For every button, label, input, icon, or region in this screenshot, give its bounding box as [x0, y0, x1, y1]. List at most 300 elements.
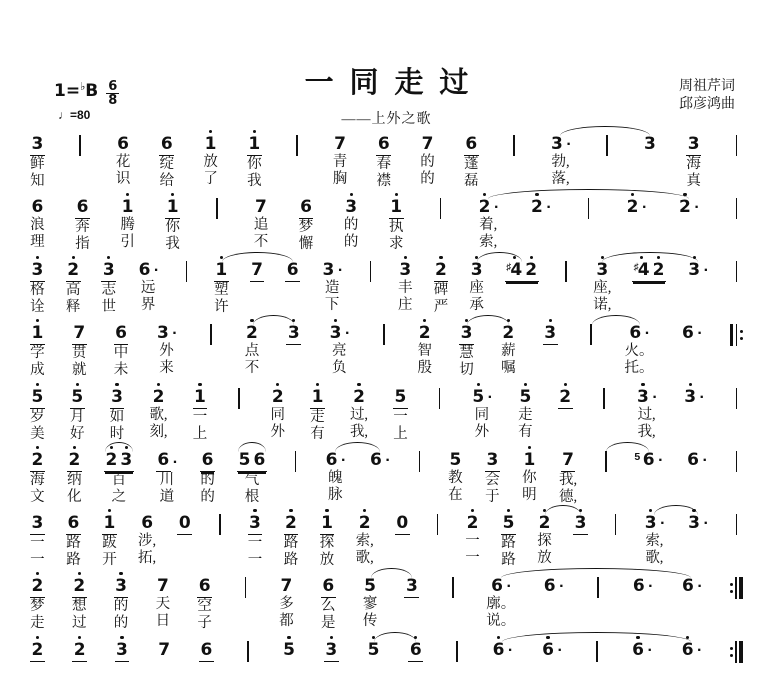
- barline-cell: [291, 128, 304, 190]
- lyric-syllable-line2: 求: [388, 236, 404, 252]
- note-cell: [471, 381, 493, 441]
- note-digit: 2: [105, 450, 118, 470]
- barline: [736, 261, 738, 282]
- lyric-syllable-line1: [520, 282, 524, 299]
- barline: [736, 514, 738, 535]
- octave-dot: [276, 383, 279, 386]
- lyric-syllable-line2: [648, 171, 652, 188]
- note-glyph: [417, 317, 432, 343]
- note-glyph: [518, 381, 533, 407]
- octave-dot: [107, 256, 110, 259]
- duration-dot: ·: [697, 578, 703, 595]
- lyric-syllable-line2: 好: [69, 426, 85, 442]
- lyric-syllable-line1: 涉,: [138, 533, 157, 549]
- note-cell: [389, 191, 404, 253]
- lyric-syllable-line1: [551, 596, 555, 613]
- barline-cell: [205, 317, 218, 379]
- note-cell: [30, 254, 45, 316]
- lyric-syllable-line1: 天: [155, 596, 171, 612]
- lyric-syllable-line1: [735, 535, 739, 552]
- lyric-syllable-line1: 跋: [102, 535, 117, 551]
- lyric-syllable-line1: [215, 219, 219, 236]
- lyric-syllable-line1: [369, 282, 373, 299]
- lyric-syllable-line2: [692, 424, 696, 441]
- duration-dot: ·: [703, 515, 709, 532]
- lyric-syllable-line2: [690, 613, 694, 630]
- lyric-syllable-line1: 薪: [501, 343, 516, 359]
- lyric-syllable-line2: 子: [197, 615, 212, 631]
- lyric-syllable-line2: [695, 487, 699, 504]
- lyric-syllable-line2: 下: [324, 297, 340, 313]
- lyric-syllable-line2: [369, 299, 373, 316]
- barline-cell: [730, 444, 743, 506]
- duration-dot: ·: [658, 452, 664, 469]
- lyric-syllable-line1: 贯: [71, 345, 87, 361]
- duration-dot: ·: [487, 389, 493, 406]
- lyric-syllable-line2: 诺,: [593, 297, 612, 313]
- note-glyph: [155, 317, 170, 343]
- lyric-syllable-line1: [451, 598, 455, 615]
- barline: [210, 324, 212, 345]
- lyric-syllable-line2: [255, 299, 259, 316]
- note-digit: 5: [394, 387, 407, 407]
- note-digit: 5: [283, 640, 295, 660]
- note-cell: [643, 507, 665, 567]
- duration-dot: ·: [697, 325, 703, 342]
- lyric-syllable-line1: [604, 472, 608, 489]
- note-digit: 1: [248, 134, 261, 154]
- duration-dot: ·: [507, 642, 514, 659]
- note-glyph: [389, 191, 404, 219]
- note-cell: [156, 444, 178, 506]
- begin-repeat-icon: [730, 324, 743, 346]
- lyric-syllable-line1: 亮: [332, 343, 347, 359]
- lyric-syllable-line2: 路: [283, 552, 299, 568]
- note-cell: [404, 570, 419, 632]
- note-cell: [110, 381, 125, 443]
- note-cell: [642, 128, 657, 188]
- note-digit: 6: [687, 450, 699, 470]
- note-glyph: [333, 128, 348, 154]
- barline-cell: [599, 444, 612, 506]
- note-glyph: [30, 191, 45, 217]
- note-glyph: [151, 381, 166, 407]
- lyric-syllable-line2: 脉: [328, 487, 343, 503]
- note-glyph: [30, 507, 45, 535]
- lyric-syllable-line2: [451, 615, 455, 632]
- note-glyph: [299, 191, 314, 219]
- note-digit: 7: [156, 576, 169, 596]
- lyric-syllable-line1: [418, 472, 422, 489]
- note-cell: [282, 634, 297, 688]
- note-cell: [530, 191, 552, 251]
- barline: [296, 135, 298, 156]
- barline-cell: [213, 507, 226, 569]
- note-glyph: [72, 634, 87, 662]
- duration-dot: ·: [493, 199, 500, 216]
- note-digit: 2: [466, 513, 479, 533]
- barline: [736, 388, 738, 409]
- note-digit: 1: [194, 387, 206, 407]
- score-header: [30, 0, 743, 128]
- note-glyph: [485, 444, 500, 472]
- note-cell: [177, 507, 192, 569]
- lyric-syllable-line2: [647, 299, 651, 316]
- note-digit: 3: [345, 197, 358, 217]
- note-digit: 7: [421, 134, 434, 154]
- lyric-syllable-line1: [291, 282, 295, 299]
- note-cell: [149, 381, 167, 441]
- repeat-dots: [740, 324, 743, 346]
- lyric-syllable-line2: [634, 234, 638, 251]
- barline-cell: [210, 191, 223, 253]
- lyric-syllable-line2: [500, 677, 504, 688]
- note-cell: [72, 634, 87, 688]
- note-cell: [485, 444, 500, 506]
- note-glyph: [30, 634, 45, 662]
- note-digit: 5: [449, 450, 462, 470]
- note-cell: [573, 507, 588, 569]
- note-glyph: [398, 254, 413, 280]
- lyric-syllable-line1: 造: [324, 280, 340, 296]
- note-cell: [285, 254, 300, 316]
- note-glyph: [199, 634, 214, 662]
- note-cell: [680, 317, 702, 377]
- octave-dot: [171, 193, 174, 196]
- note-digit: 2: [358, 513, 371, 533]
- lyric-syllable-line1: [414, 662, 418, 679]
- lyric-syllable-line2: [550, 677, 554, 688]
- note-digit: 2: [67, 260, 80, 280]
- lyric-syllable-line1: [734, 282, 738, 299]
- note-digit: 3: [687, 134, 700, 154]
- lyric-syllable-line1: [330, 662, 334, 679]
- octave-dot: [36, 446, 39, 449]
- lyric-syllable-line2: 上: [192, 426, 208, 442]
- barline-cell: [508, 128, 521, 190]
- octave-dot: [126, 193, 129, 196]
- lyric-syllable-line2: 路: [501, 552, 516, 568]
- note-glyph: [116, 128, 131, 154]
- lyric-syllable-line1: [209, 345, 213, 362]
- note-glyph: [30, 254, 45, 282]
- note-glyph: [137, 254, 152, 280]
- note-digit: 6: [632, 576, 645, 596]
- octave-dot: [649, 509, 652, 512]
- lyric-syllable-line2: 不: [253, 234, 269, 250]
- lyric-syllable-line2: 时: [109, 426, 125, 442]
- note-glyph: [561, 444, 576, 472]
- note-digit: 6: [138, 260, 151, 280]
- lyric-syllable-line2: 成: [30, 362, 45, 378]
- octave-dot: [641, 383, 644, 386]
- note-digit: 1: [321, 513, 333, 533]
- note-glyph: [434, 254, 449, 282]
- note-glyph: [686, 128, 701, 156]
- note-cell: [632, 254, 666, 316]
- lyric-syllable-line1: [162, 660, 166, 677]
- lyric-syllable-line1: [692, 407, 696, 424]
- note-digit: 0: [178, 513, 191, 533]
- lyric-syllable-line1: [648, 154, 652, 171]
- slur-arc: [222, 252, 293, 262]
- lyric-syllable-line2: [183, 552, 187, 569]
- note-digit: 6: [198, 576, 211, 596]
- lyric-syllable-line2: [563, 426, 567, 443]
- note-glyph: [115, 634, 130, 662]
- lyric-syllable-line2: 磊: [463, 173, 479, 189]
- lyric-syllable-line2: [589, 362, 593, 379]
- note-digit: 3: [31, 260, 44, 280]
- lyric-syllable-line1: 川: [159, 472, 175, 488]
- octave-dot: [120, 636, 123, 639]
- sharp-icon: ♯: [506, 262, 512, 273]
- note-cell: [324, 444, 346, 504]
- repeat-sign: [730, 634, 743, 688]
- lyric-syllable-line1: [596, 598, 600, 615]
- note-cell: [30, 570, 45, 632]
- note-digit: 7: [73, 323, 86, 343]
- lyric-syllable-line2: [512, 173, 516, 190]
- lyric-syllable-line2: [735, 489, 739, 506]
- note-glyph: [193, 381, 208, 409]
- note-cell: [636, 381, 658, 441]
- note-cell: [30, 191, 45, 251]
- lyric-syllable-line1: 廓。: [486, 596, 516, 612]
- note-cell: [199, 634, 214, 688]
- note-cell: [310, 381, 325, 443]
- lyric-syllable-line1: 志: [101, 282, 117, 298]
- octave-dot: [350, 193, 353, 196]
- lyric-syllable-line2: [294, 489, 298, 506]
- lyric-syllable-line1: 同: [270, 407, 285, 423]
- duration-dot: ·: [345, 325, 351, 342]
- note-digit: 2: [626, 197, 639, 217]
- lyric-syllable-line1: [587, 219, 591, 236]
- note-digit: 6: [160, 134, 173, 154]
- octave-dot: [108, 509, 111, 512]
- octave-dot: [78, 572, 81, 575]
- lyric-syllable-line1: 想: [71, 598, 87, 614]
- lyric-syllable-line1: 远: [140, 280, 156, 296]
- note-digit: 6: [325, 450, 338, 470]
- note-glyph: [177, 507, 192, 535]
- repeat-sign: [730, 317, 743, 380]
- lyric-syllable-line1: [550, 660, 554, 677]
- note-glyph: [270, 381, 285, 407]
- lyric-syllable-line1: 追: [253, 217, 269, 233]
- note-cell: [491, 634, 513, 688]
- note-digit: 3: [544, 323, 557, 343]
- lyric-syllable-line1: 教: [448, 470, 463, 486]
- barline-cell: [609, 507, 622, 569]
- lyric-syllable-line2: 的: [420, 171, 435, 187]
- note-digit: 2: [538, 513, 551, 533]
- note-cell: [30, 128, 45, 190]
- lyric-syllable-line1: [246, 662, 250, 679]
- note-glyph: [393, 381, 408, 409]
- note-digit: 4: [637, 260, 650, 280]
- barline-cell: [730, 507, 743, 569]
- lyric-syllable-line2: [438, 426, 442, 443]
- note-digit: 7: [158, 640, 171, 660]
- score-system: [30, 128, 743, 190]
- note-digit: 1: [121, 197, 134, 217]
- lyric-syllable-line2: [205, 679, 209, 688]
- octave-dot: [36, 319, 39, 322]
- note-cell: [680, 634, 702, 688]
- lyric-syllable-line1: 梦: [30, 598, 45, 614]
- note-digit: 6: [157, 450, 170, 470]
- lyric-syllable-line2: 歌,: [645, 550, 664, 566]
- octave-dot: [363, 509, 366, 512]
- meter-denominator: 8: [108, 93, 118, 108]
- note-cell: [501, 507, 516, 569]
- lyric-syllable-line1: 的: [200, 472, 215, 488]
- lyric-syllable-line2: [185, 299, 189, 316]
- lyric-syllable-line1: [183, 535, 187, 552]
- lyric-syllable-line1: [439, 219, 443, 236]
- lyric-syllable-line1: [690, 343, 694, 360]
- note-glyph: [448, 444, 463, 470]
- note-cell: [137, 254, 159, 314]
- note-digit: 3: [287, 323, 300, 343]
- lyric-syllable-line2: [687, 234, 691, 251]
- lyric-syllable-line1: [255, 282, 259, 299]
- barline: [597, 577, 599, 598]
- lyric-syllable-line2: 懈: [298, 236, 314, 252]
- note-cell: [70, 381, 85, 443]
- lyric-syllable-line2: 道: [159, 489, 175, 505]
- octave-dot: [497, 636, 500, 639]
- barline-cell: [241, 634, 254, 688]
- note-cell: [537, 507, 552, 567]
- note-cell: [248, 507, 263, 569]
- barline: [295, 451, 297, 472]
- note-digit: 5: [71, 387, 84, 407]
- note-glyph: [501, 507, 516, 535]
- lyric-syllable-line2: [400, 552, 404, 569]
- note-digit: 3: [460, 323, 473, 343]
- note-cell: [320, 507, 335, 569]
- note-glyph: [203, 128, 218, 154]
- note-cell: [193, 381, 208, 443]
- octave-dot: [564, 383, 567, 386]
- duration-dot: ·: [641, 199, 648, 216]
- end-repeat-icon: [730, 641, 743, 663]
- note-glyph: [686, 444, 701, 470]
- barline: [596, 641, 598, 662]
- lyric-syllable-line2: 在: [448, 487, 463, 503]
- note-glyph: [114, 317, 129, 345]
- note-glyph: [101, 254, 116, 282]
- note-glyph: [324, 634, 339, 662]
- note-digit: 1: [523, 450, 536, 470]
- lyric-syllable-line2: [36, 679, 40, 688]
- note-digit: 5: [238, 450, 251, 470]
- note-digit: 5: [367, 640, 380, 660]
- octave-dot: [423, 319, 426, 322]
- note-glyph: [102, 507, 117, 535]
- note-cell: [102, 507, 117, 569]
- note-cell: [66, 507, 81, 569]
- lyric-syllable-line1: 丰: [398, 280, 413, 296]
- note-digit: 2: [502, 323, 515, 343]
- note-cell: [559, 444, 577, 506]
- barline-cell: [377, 317, 390, 379]
- note-digit: 3: [405, 576, 418, 596]
- note-cell: [321, 254, 343, 314]
- octave-dot: [253, 509, 256, 512]
- lyric-syllable-line1: 放: [203, 154, 218, 170]
- lyric-syllable-line1: [687, 217, 691, 234]
- barline: [452, 577, 454, 598]
- note-digit: 6: [322, 576, 335, 596]
- note-digit: 3: [684, 387, 697, 407]
- note-glyph: [310, 381, 325, 409]
- lyric-syllable-line2: [734, 363, 738, 380]
- note-digit: 6: [200, 640, 213, 660]
- note-digit: 2: [525, 260, 538, 280]
- note-glyph: [110, 381, 125, 409]
- lyric-syllable-line1: 学: [30, 345, 45, 361]
- lyric-syllable-line1: [696, 280, 700, 297]
- lyric-syllable-line1: 走: [310, 409, 325, 425]
- note-digit: 3: [325, 640, 338, 660]
- lyric-syllable-line2: 之: [111, 489, 127, 505]
- note-digit: 6: [300, 197, 312, 217]
- song-title: 一同走过: [304, 65, 485, 99]
- lyric-syllable-line2: 不: [244, 360, 260, 376]
- lyric-syllable-line1: [548, 345, 552, 362]
- note-digit: 6: [115, 323, 127, 343]
- octave-dot: [357, 383, 360, 386]
- lyric-syllable-line2: [735, 552, 739, 569]
- sharp-icon: ♯: [633, 262, 639, 273]
- duration-dot: ·: [557, 642, 563, 659]
- note-cell: [333, 128, 348, 188]
- barline: [245, 577, 247, 598]
- lyric-syllable-line1: [382, 345, 386, 362]
- duration-dot: ·: [172, 454, 179, 471]
- note-cell: [203, 128, 218, 188]
- barline-cell: [431, 507, 444, 569]
- note-cell: [625, 191, 647, 251]
- duration-dot: ·: [341, 452, 347, 469]
- note-cell: [247, 128, 262, 190]
- lyric-syllable-line2: 一: [30, 552, 45, 568]
- barline-cell: [598, 381, 611, 443]
- lyric-syllable-line2: 根: [244, 489, 260, 505]
- lyric-syllable-line1: 月: [69, 409, 85, 425]
- duration-dot: ·: [702, 452, 708, 469]
- lyric-syllable-line1: [605, 156, 609, 173]
- note-digit: 2: [652, 260, 665, 280]
- barline-cell: [289, 444, 302, 506]
- note-digit: 3: [643, 134, 656, 154]
- lyric-syllable-line2: 我,: [349, 424, 369, 440]
- barline-cell: [730, 254, 743, 316]
- note-cell: [138, 507, 156, 567]
- barline-cell: [601, 128, 614, 190]
- barline-cell: [433, 381, 446, 443]
- note-glyph: [254, 191, 269, 217]
- lyric-syllable-line2: [595, 679, 599, 688]
- lyric-syllable-line1: [735, 219, 739, 236]
- lyric-syllable-line2: [209, 362, 213, 379]
- lyric-syllable-line1: 多: [279, 596, 294, 612]
- octave-dot: [528, 446, 531, 449]
